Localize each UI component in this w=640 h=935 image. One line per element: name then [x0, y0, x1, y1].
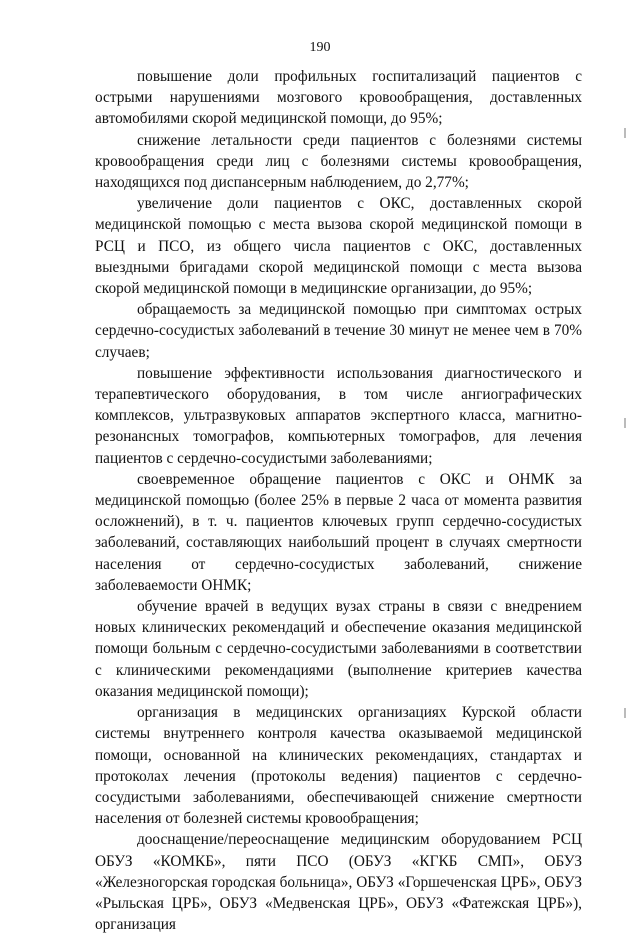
scan-margin-mark — [624, 128, 626, 138]
paragraph: обращаемость за медицинской помощью при симптомах острых сердечно-сосудистых заболеваний в течение 30 минут не менее чем в 70% случаев; — [95, 301, 582, 361]
paragraph: обучение врачей в ведущих вузах страны в связи с внедрением новых клинических рекомендаций и обеспечение оказания медицинской помощи больным с сердечно-сосудистыми заболеваниями в соответствии с клиническими рекомендациями (выполнение критериев качества оказания медицинской помощи); — [95, 598, 582, 700]
paragraph: повышение эффективности использования диагностического и терапевтического оборудования, в том числе ангиографических комплексов, ультразвуковых аппаратов экспертного класса, магнитно-резонансных томографов, компьютерных томографов, для лечения пациентов с сердечно-сосудистыми заболеваниями; — [95, 364, 582, 467]
paragraph: повышение доли профильных госпитализаций пациентов с острыми нарушениями мозгового кровообращения, доставленных автомобилями скорой медицинской помощи, до 95%; — [95, 68, 582, 128]
scan-margin-mark — [624, 708, 626, 718]
page-body — [95, 66, 582, 935]
paragraph: увеличение доли пациентов с ОКС, доставленных скорой медицинской помощью с места вызова скорой медицинской помощи в РСЦ и ПСО, из общего числа пациентов с ОКС, доставленных выездными бригадами скорой медицинской помощи с места вызова скорой медицинской помощи в медицинские организации, до 95%; — [95, 195, 582, 298]
page-number: 190 — [309, 40, 331, 55]
scan-margin-mark — [624, 418, 626, 428]
paragraph: дооснащение/переоснащение медицинским оборудованием РСЦ ОБУЗ «КОМКБ», пяти ПСО (ОБУЗ «КГКБ СМП», ОБУЗ «Железногорская городская больница», ОБУЗ «Горшеченская ЦРБ», ОБУЗ «Рыльская ЦРБ», ОБУЗ «Медвенская ЦРБ», ОБУЗ «Фатежская ЦРБ»), организация — [95, 831, 582, 934]
paragraph: снижение летальности среди пациентов с болезнями системы кровообращения среди лиц с болезнями системы кровообращения, находящихся под диспансерным наблюдением, до 2,77%; — [95, 131, 582, 192]
paragraph: своевременное обращение пациентов с ОКС и ОНМК за медицинской помощью (более 25% в первые 2 часа от момента развития осложнений), в т. ч. пациентов ключевых групп сердечно-сосудистых заболеваний, составляющих наибольший процент в случаях смертности населения от сердечно-сосудистых заболеваний, снижение заболеваемости ОНМК; — [95, 470, 582, 594]
paragraph: организация в медицинских организациях Курской области системы внутреннего контроля качества оказываемой медицинской помощи, основанной на клинических рекомендациях, стандартах и протоколах лечения (протоколы ведения) пациентов с сердечно-сосудистыми заболеваниями, обеспечивающей снижение смертности населения от болезней системы кровообращения; — [95, 704, 582, 828]
